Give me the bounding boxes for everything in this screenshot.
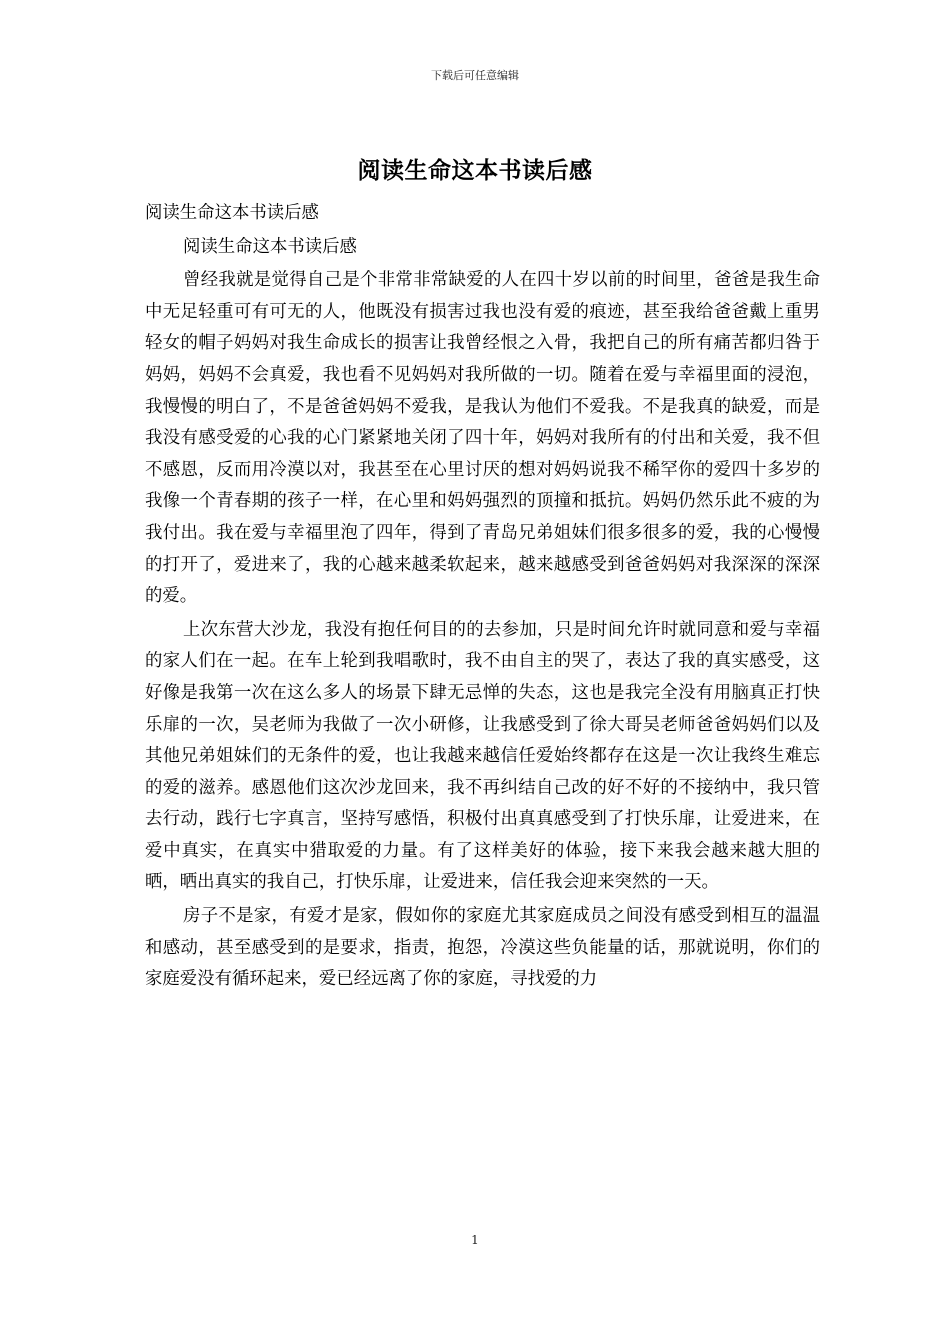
subtitle-line: 阅读生命这本书读后感 — [145, 203, 319, 223]
page-header: 下载后可任意编辑 — [431, 69, 519, 82]
body-paragraph: 曾经我就是觉得自己是个非常非常缺爱的人在四十岁以前的时间里，爸爸是我生命中无足轻重可有可无的人，他既没有损害过我也没有爱的痕迹，甚至我给爸爸戴上重男轻女的帽子妈妈对我生命成长的损害让我曾经恨之入骨，我把自己的所有痛苦都归咎于妈妈，妈妈不会真爱，我也看不见妈妈对我所做的一切。随着在爱与幸福里面的浸泡，我慢慢的明白了，不是爸爸妈妈不爱我，是我认为他们不爱我。不是我真的缺爱，而是我没有感受爱的心我的心门紧紧地关闭了四十年，妈妈对我所有的付出和关爱，我不但不感恩，反而用冷漠以对，我甚至在心里讨厌的想对妈妈说我不稀罕你的爱四十多岁的我像一个青春期的孩子一样，在心里和妈妈强烈的顶撞和抵抗。妈妈仍然乐此不疲的为我付出。我在爱与幸福里泡了四年，得到了青岛兄弟姐妹们很多很多的爱，我的心慢慢的打开了，爱进来了，我的心越来越柔软起来，越来越感受到爸爸妈妈对我深深的深深的爱。 — [145, 270, 820, 607]
page-number: 1 — [471, 1233, 479, 1247]
body-paragraph: 房子不是家，有爱才是家，假如你的家庭尤其家庭成员之间没有感受到相互的温温和感动，甚至感受到的是要求，指责，抱怨，冷漠这些负能量的话，那就说明，你们的家庭爱没有循环起来，爱已经远离了你的家庭，寻找爱的力 — [145, 906, 820, 990]
subtitle-line-indented: 阅读生命这本书读后感 — [183, 236, 357, 257]
document-body — [145, 198, 820, 998]
body-paragraph: 上次东营大沙龙，我没有抱任何目的的去参加，只是时间允许时就同意和爱与幸福的家人们在一起。在车上轮到我唱歌时，我不由自主的哭了，表达了我的真实感受，这好像是我第一次在这么多人的场景下肆无忌惮的失态，这也是我完全没有用脑真正打快乐扉的一次，吴老师为我做了一次小研修，让我感受到了徐大哥吴老师爸爸妈妈们以及其他兄弟姐妹们的无条件的爱，也让我越来越信任爱始终都存在这是一次让我终生难忘的爱的滋养。感恩他们这次沙龙回来，我不再纠结自己改的好不好的不接纳中，我只管去行动，践行七字真言，坚持写感悟，积极付出真真感受到了打快乐扉，让爱进来，在爱中真实，在真实中猎取爱的力量。有了这样美好的体验，接下来我会越来越大胆的晒，晒出真实的我自己，打快乐扉，让爱进来，信任我会迎来突然的一天。 — [145, 619, 820, 893]
document-title: 阅读生命这本书读后感 — [357, 157, 593, 184]
